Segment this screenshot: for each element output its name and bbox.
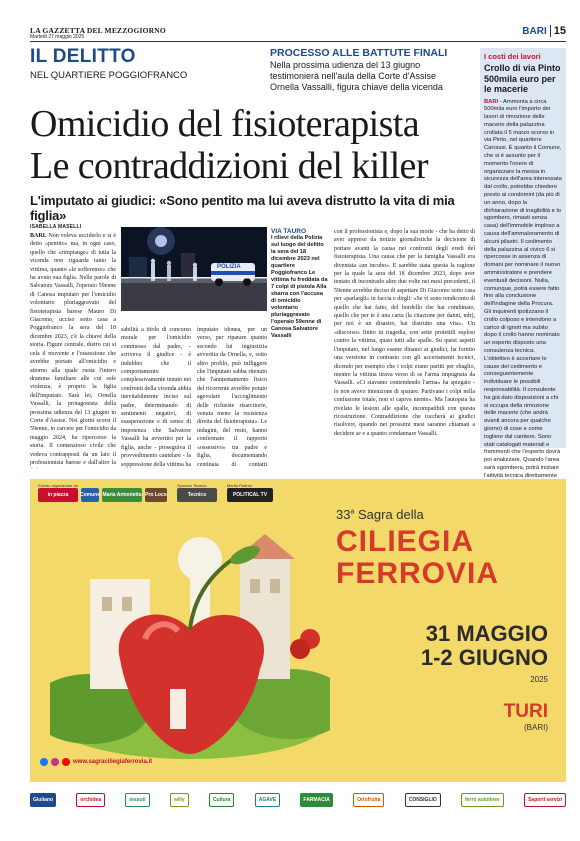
sidebar-body (484, 99, 562, 512)
ad-sponsor-group (177, 483, 217, 502)
photo-location: VIA TAURO (271, 228, 307, 235)
sponsor-logo: Cultura (209, 793, 235, 807)
article-column-1 (30, 232, 116, 468)
masthead-date: Martedì 27 maggio 2025 (30, 34, 85, 40)
ad-dates (421, 622, 548, 670)
page-number: 15 (550, 25, 566, 37)
ad-date-line1: 31 MAGGIO (425, 621, 548, 646)
ad-title-line2: FERROVIA (336, 557, 500, 590)
ad-edition-sup: a (350, 508, 355, 516)
ad-media-group (227, 483, 273, 502)
ad-url-text[interactable]: www.sagraciliegiaferrovia.it (73, 759, 153, 765)
logo-pro-loco: Pro Loco (145, 488, 167, 502)
sponsor-logo: Saporil servizi (524, 793, 566, 807)
headline-line2: Le contraddizioni del killer (30, 145, 428, 187)
article-column-2: sabilità a titolo di concorso morale per l'omicidio commesso dal padre, - scriveva il giudice - è indubbio che il comportamento complessivamente tenuto nei confronti della vicenda abbia inevitabilmente inciso sul padre, determinando di sentimenti negativi, di esasperazione e di senso di impotenza che Salvatore Vassalli ha avvertito per la figlia, anche - proseguiva il provvedimento cautelare - la soppressione della vittima ha (121, 327, 191, 468)
ad-media-label: Media Partner (227, 483, 253, 488)
masthead-section: BARI (522, 25, 547, 37)
logo-political-tv: POLITICAL TV (227, 488, 273, 502)
article-column-4: con il professionista e, dopo la sua morte - che ha detto di aver appreso da notizie giornalistiche la decisione di portare avanti la causa nei confronti degli eredi del fisioterapista. Una causa che per la famiglia Vassalli era diventata «un incubo». E sarebbe stata questa la ragione per la quale la sera del 18 dicembre 2023, dopo aver tentato di incontrarlo altre due volte nei mesi precedenti, il 59enne avrebbe deciso di aspettare Di Giacomo sotto casa per «parlargli» in faccia e dirgli: «Se vi sono rendiconto di quello che hai fatto, del bordello che hai combinato, quello che per te è una carta (la citazione per danni, ndr), per noi è un disastro, hai distrutto una vita». Un «discorso» finito in tragedia, con sette proiettili esplosi contro la vittima, quasi tutti alle spalle. Su quest aspetti l'imputato, nel lungo esame dinanzi ai giudici, ha fornito una versione in contrasto con gli accertamenti tecnici, dicendo per esempio che i colpi erano partiti per sbaglio, mentre la vittima tirava verso di se l'arma impugnata da Vassalli. «Ci stavamo contendendo l'arma» ha spiegato - lo non avevo intenzione di sparare. Partivano i colpi nella confusione totale, non si capiva niente». Ma l'autopsia ha rivelato le lesioni alle spalle, incompatibili con questa ricostruzione. Contraddizione che toccherà ai giudici risolvere, quando nei prossimi mesi saranno chiamati a decidere se e a quanto condannare Vassalli. (334, 229, 475, 437)
ad-social-url[interactable] (40, 758, 152, 766)
youtube-icon[interactable] (62, 758, 70, 766)
sponsor-logo: CONSIGLIO (405, 793, 441, 807)
sponsor-logo: ferro autolinee (461, 793, 504, 807)
logo-comune: Comune (81, 488, 99, 502)
sponsor-logo: FARMACIA (300, 793, 332, 807)
topic-text: Nella prossima udienza del 13 giugno testimonierà nell'aula della Corte d'Assise Ornella Vassalli, figura chiave della vicenda (270, 60, 443, 92)
sponsors-strip (30, 786, 566, 814)
ad-city-province: (BARI) (524, 723, 548, 732)
headline-line1: Omicidio del fisioterapista (30, 103, 420, 145)
logo-in-piazza: in piazza (38, 488, 78, 502)
sidebar-box (480, 48, 566, 479)
ad-edition-number: 33 (336, 507, 351, 522)
ad-date-line2: 1-2 GIUGNO (420, 645, 548, 670)
sponsor-logo: AGAVE (255, 793, 280, 807)
sponsor-logo: willy (170, 793, 189, 807)
cherry-town-illustration (50, 519, 330, 759)
police-car-sign: POLIZIA (217, 264, 241, 270)
ad-logos-row (38, 483, 273, 502)
sidebar-kicker: I costi dei lavori (484, 52, 541, 61)
sponsor-logo: Giuliano (30, 793, 56, 807)
masthead-section-block (522, 25, 566, 37)
article-lead: BARI. (30, 233, 47, 239)
kicker-subtitle: NEL QUARTIERE POGGIOFRANCO (30, 70, 188, 81)
sponsor-logo: tessuti (125, 793, 149, 807)
photo-caption (271, 228, 329, 340)
ad-organizer-group (38, 483, 167, 502)
article-column-3: imputato idonea, per un verso, per riparare quanto secondo lui ingiustizia avvertita da Ornella, e, sotto altro profilo, può infliggere che l'imputato sabba ritenuto che l'annientamento fisico del ricorrente avrebbe potuto agevolare l'accoglimento delle richieste risarcitorie, venuta meno la resistenza diretta del fisioterapista». Le indagini, del resto, hanno confermato il rapporto «ossessivo» tra padre e figlia, documentando centinaia di contatti (197, 327, 267, 468)
masthead-rule (30, 41, 566, 42)
crime-scene-photo (121, 227, 267, 311)
logo-sponsor-tecnico: Tecnico (177, 488, 217, 502)
sponsor-logo: Ortofrutta (353, 793, 384, 807)
logo-maria-antonietta: Maria Antonietta (102, 488, 142, 502)
byline: ISABELLA MASELLI (30, 224, 82, 230)
topic-heading: PROCESSO ALLE BATTUTE FINALI (270, 47, 448, 59)
ad-title (336, 526, 499, 590)
photo-caption-text: I rilievi della Polizia sul luogo del delitto la sera del 18 dicembre 2023 nel quartiere Poggiofranco Le vittima fu freddata da 7 colpi di pistola Alla sbarra con l'accusa di omicidio volontario pluriaggravato l'operaio 59enne di Canosa Salvatore Vassalli (271, 235, 328, 339)
headline (30, 103, 475, 187)
sagra-advertisement (30, 479, 566, 782)
masthead-paper: LA GAZZETTA DEL MEZZOGIORNO (30, 26, 166, 35)
ad-edition-text: Sagra della (358, 507, 424, 522)
ad-sponsor-label: Sponsor Tecnico (177, 483, 207, 488)
ad-organizer-label: Evento organizzato da (38, 483, 78, 488)
instagram-icon[interactable] (51, 758, 59, 766)
article-col1-text: Non voleva ucciderlo e si è detto «pentito» ma, in ogni caso, quello che «rimpiange» di tutta la vicenda non riguarda tanto la vittima, quanto «le sofferenze» che ha avuto sua figlia. Nelle parole di Salvatore Vassalli, l'operaio 59enne di Canosa imputato per l'omicidio volontario pluriaggravato del fisioterapista barese Mauro Di Giacomo, ucciso sotto casa a Poggiofranco la sera del 18 dicembre 2023, c'è la chiave della storia. Figure centrale, dietro cui si cela il movente e l'ossessione che avrebbe portato all'omicidio e attorno alla quale ruota l'intero dramma familiare alle cui sole violenza, è proprio la figlia dell'imputato. Sarà lei, Ornella Vassalli, la protagonista della prossima udienza del 13 giugno in Corte d'Assise. Nei giorni scorsi il 59enne, in carcere per l'omicidio da maggio 2024, ha ripercorso la storia. Il contenzioso civile che vedeva contrapposti da un lato il professionista barese e dall'altro la (30, 233, 116, 466)
topic-box (270, 47, 460, 93)
sidebar-headline: Crollo di via Pinto 500mila euro per le macerie (484, 63, 561, 94)
sponsor-logo: orchidea (76, 793, 105, 807)
sidebar-text: - Ammonta a circa 500mila euro l'importo dei lavori di rimozione delle macerie della palazzina crollata il 5 marzo scorso in via Pinto, nel quartiere Carrassi. È quanto il Comune, che si è assunto per il momento l'onere di organizzare la messa in sicurezza dell'area interessata dal crollo, potrebbe chiedere presto ai condomini (da più di un anno, dopo la dichiarazione di inagibilità e lo sgombero, rimasti senza casa) dell'immobile imploso a causa dell'ammaloramento di alcuni pilastri. Il cedimento della palazzina al civico 6 si ripercosse in assenza di domani per nominare il nuovo amministratore e prendere eventuali decisioni. Nulla, comunque, potrà essere fatto fino alla conclusione dell'indagine della Procura. Gli inquirenti ipotizzano il crollo colposo e intendono a carico di ignoti ma subito dopo il crollo hanno nominato un esperto disposto una consulenza tecnica. L'obiettivo è accertare le cause del cedimento e conseguentemente individuare le possibili responsabilità. Il consulente ha già dato disposizioni a chi si occupa della rimozione delle macerie (che andrà avanti ancora per qualche giorno) di cose e come togliere dal cantiere. Sono stati catalogati materiali e frammenti che l'esperto dovrà poi analizzare. Quando l'area sarà sgombera, potrà iniziare l'attività tecnica direttamente (484, 98, 562, 479)
ad-edition (336, 507, 424, 522)
subheadline: L'imputato ai giudici: «Sono pentito ma lui aveva distrutto la vita di mia figlia» (30, 193, 455, 223)
kicker-title: IL DELITTO (30, 46, 136, 67)
ad-year: 2025 (530, 675, 548, 684)
sidebar-label: BARI (484, 98, 499, 105)
facebook-icon[interactable] (40, 758, 48, 766)
ad-title-line1: CILIEGIA (336, 525, 475, 558)
photo-illustration (121, 227, 267, 311)
ad-city: TURI (503, 701, 548, 722)
